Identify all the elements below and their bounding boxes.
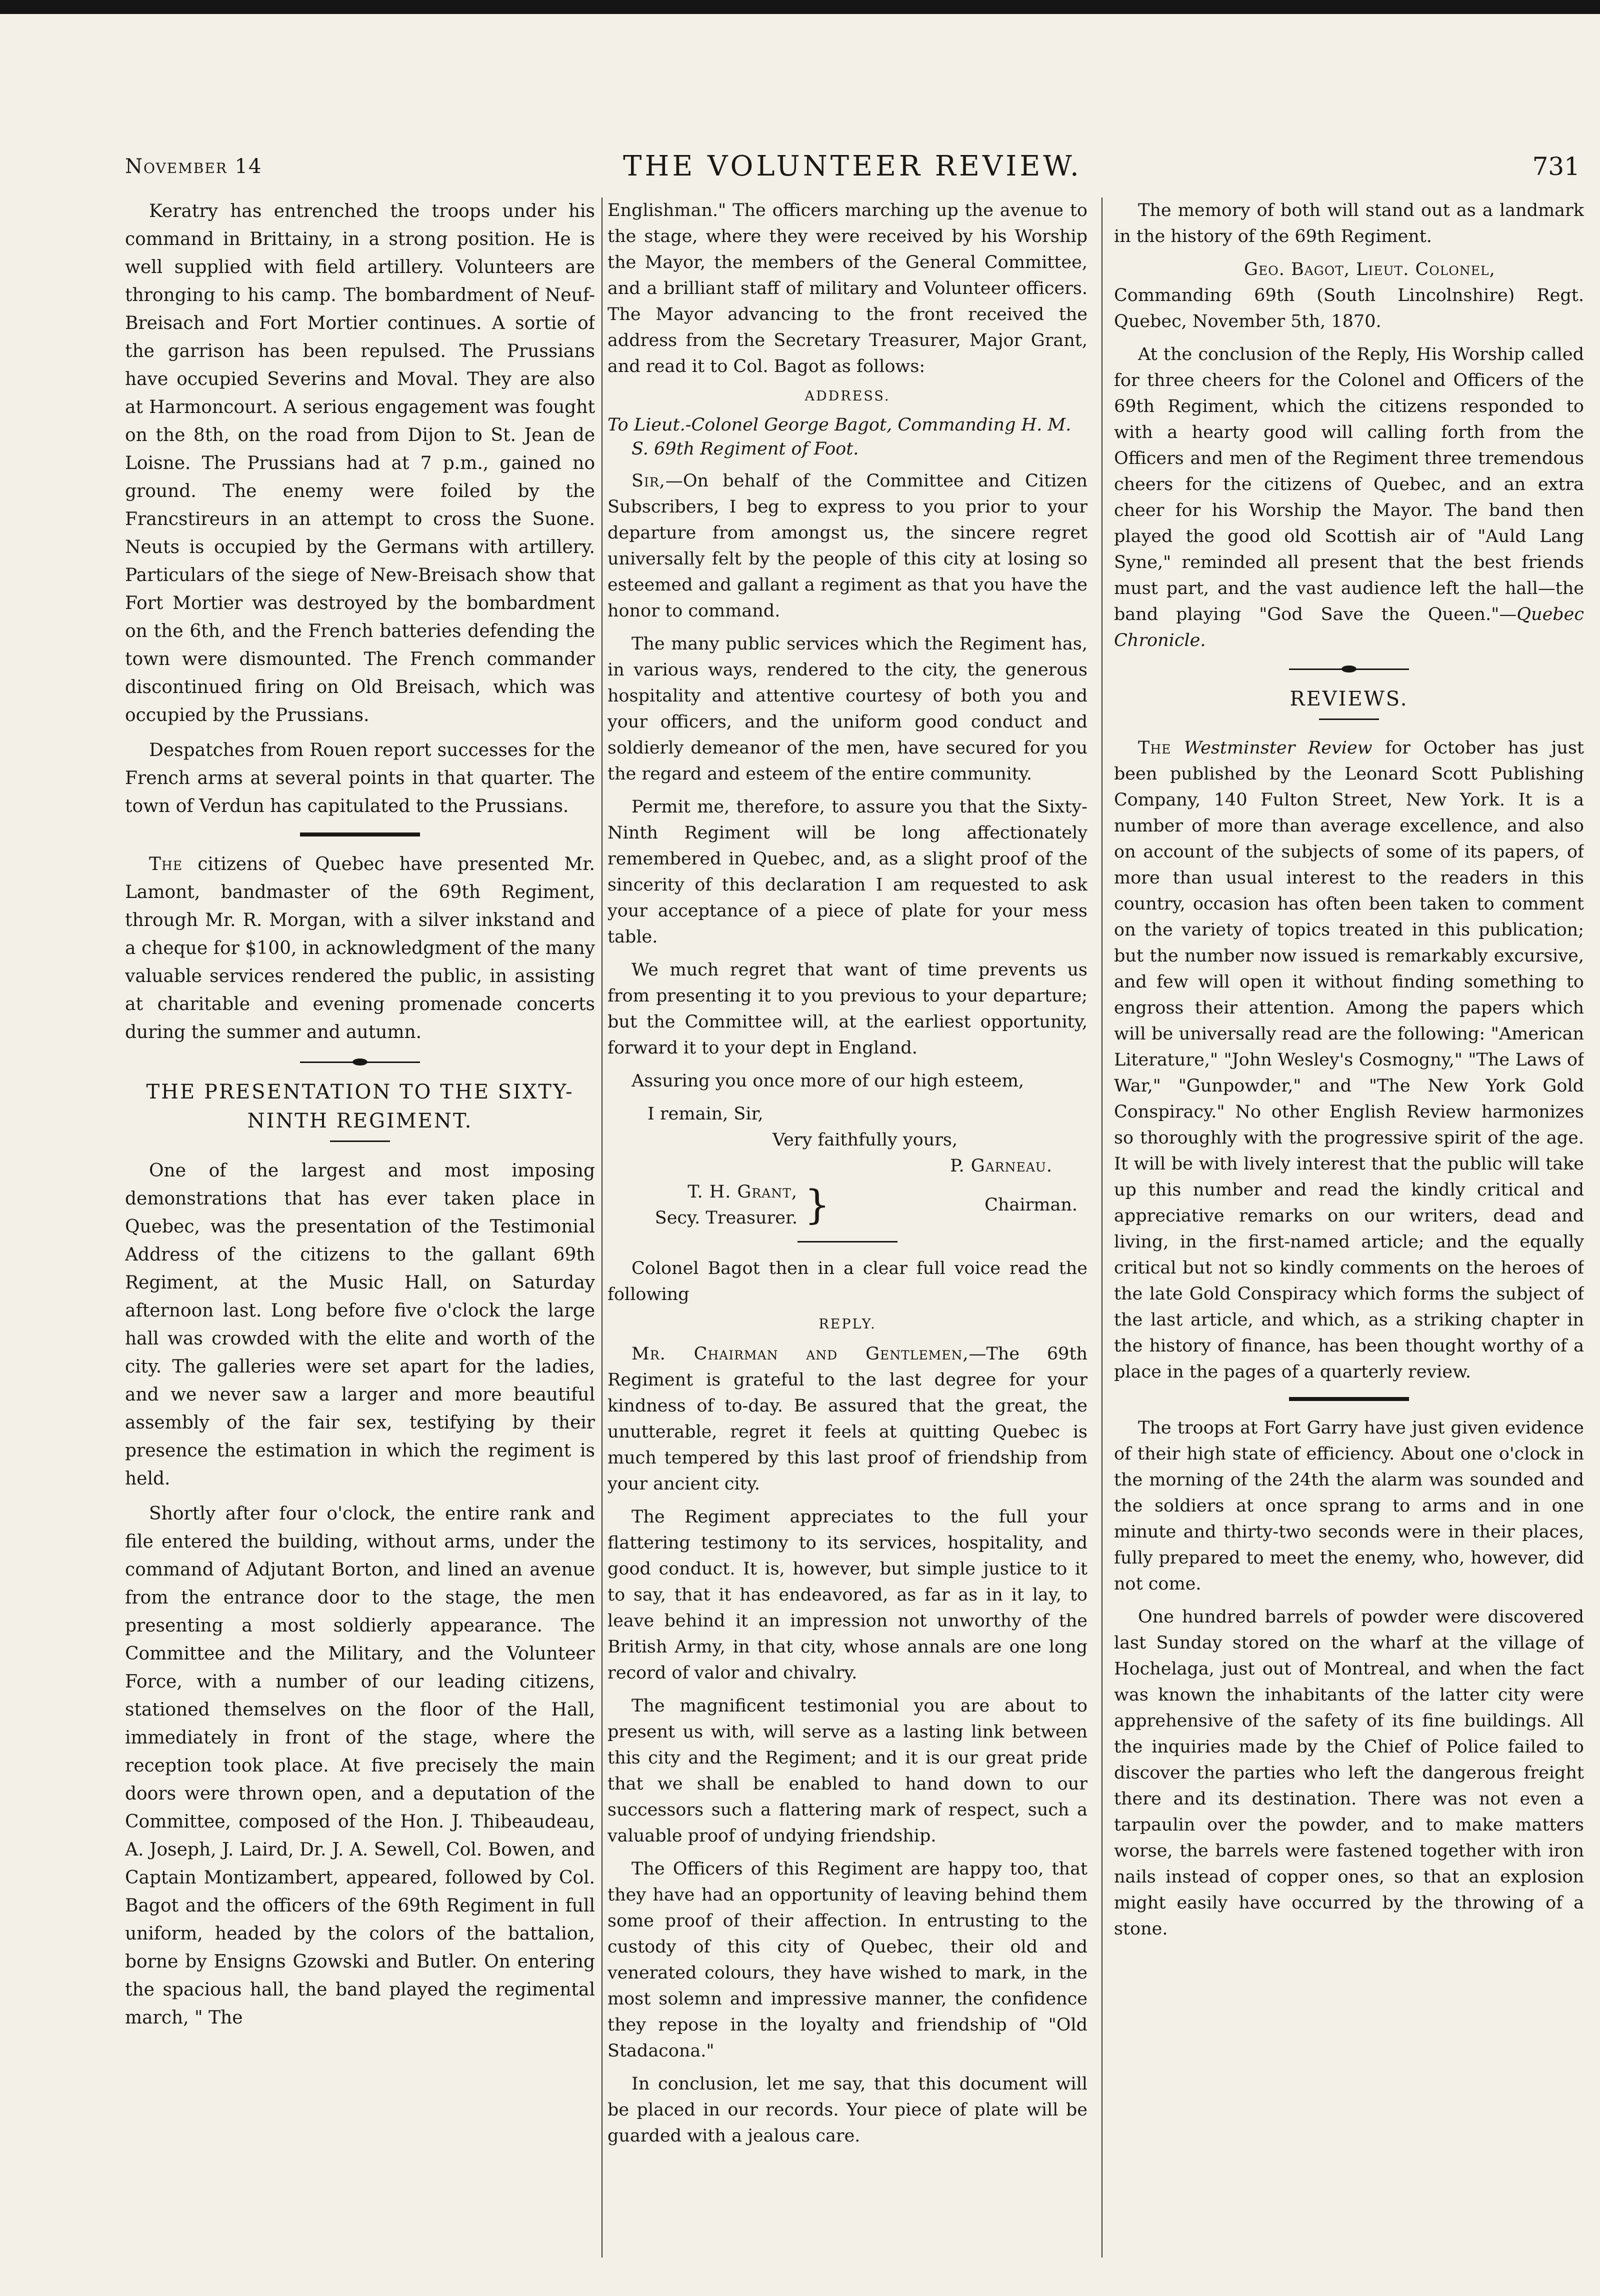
article-paragraph: Colonel Bagot then in a clear full voice read the following — [608, 1258, 1088, 1304]
title-rule — [1319, 718, 1379, 720]
secretary-title: Secy. Treasurer. — [654, 1208, 798, 1228]
address-paragraph: Assuring you once more of our high esteem, — [632, 1071, 1024, 1091]
ornamental-rule — [300, 1060, 420, 1064]
section-rule — [1289, 1397, 1409, 1401]
reply-paragraph: The Officers of this Regiment are happy too, that they have had an opportunity of leaving behind them some proof of their affection. In entrusting to the custody of this city of Quebec, their old and venerated colours, they have wished to mark, in the most solemn and impressive manner, the confidence they repose in the loyalty and friendship of "Old Stadacona." — [608, 1859, 1088, 2061]
column-middle — [608, 198, 1088, 2258]
review-paragraph: The Westminster Review for October has just been published by the Leonard Scott Publishing Company, 140 Fulton Street, New York. It is a number of more than average excellence, and also on account of the subjects of some of its papers, of more than usual interest to the readers in this country, occasion has often been taken to comment on the variety of topics treated in this publication; but the number now issued is remarkably excursive, and few will open it without finding something to engross their attention. Among the papers which will be universally read are the following: "American Literature," "John Wesley's Cosmogny," "The Laws of War," "Gunpowder," and "The New York Gold Conspiracy." No other English Review harmonizes so thoroughly with the progressive spirit of the age. It will be with lively interest that the public will take up this number and read the kindly critical and appreciative remarks on our writers, dead and living, in the first-named article; and the equally critical but not so kindly comments on the heroes of the late Gold Conspiracy which forms the subject of the last article, and which, as a striking chapter in the history of finance, has been thought worthy of a place in the pages of a quarterly review. — [1114, 738, 1584, 1382]
page-header — [125, 150, 1580, 190]
masthead-title: THE VOLUNTEER REVIEW. — [623, 150, 1082, 182]
address-paragraph: We much regret that want of time prevents us from presenting it to you previous to your departure; but the Committee will, at the earliest opportunity, forward it to your dept in England. — [608, 960, 1088, 1058]
salutation: Sir, — [632, 471, 666, 491]
article-title: THE PRESENTATION TO THE SIXTY-NINTH REGIMENT. — [146, 1080, 574, 1132]
lead-word: The — [1138, 738, 1172, 758]
article-paragraph: Shortly after four o'clock, the entire rank and file entered the building, without arms, under the command of Adjutant Borton, and lined an avenue from the entrance door to the stage, the men presenting a most soldierly appearance. The Committee and the Military, and the Volunteer Force, with a number of our leading citizens, stationed themselves on the floor of the Hall, immediately in front of the stage, where the reception took place. At five precisely the main doors were thrown open, and a deputation of the Committee, composed of the Hon. J. Thibeaudeau, A. Joseph, J. Laird, Dr. J. A. Sewell, Col. Bowen, and Captain Montizambert, appeared, followed by Col. Bagot and the officers of the 69th Regiment in full uniform, headed by the colors of the battalion, borne by Ensigns Gzowski and Butler. On entering the spacious hall, the band played the regimental march, " The — [125, 1504, 595, 2028]
war-news-paragraph: Despatches from Rouen report successes for the French arms at several points in that quarter. The town of Verdun has capitulated to the Prussians. — [125, 740, 595, 816]
title-rule — [330, 1140, 390, 1142]
column-left — [125, 198, 595, 2258]
address-signature: I remain, Sir, Very faithfully yours, P. Garneau. T. H. Grant, Secy. Treasurer. } Chairman. — [608, 1101, 1088, 1231]
reply-paragraph: The magnificent testimonial you are about to present us with, will serve as a lasting link between this city and the Regiment; and it is our great pride that we shall be enabled to hand down to our successors such a flattering mark of respect, such a valuable proof of undying friendship. — [608, 1696, 1088, 1846]
scan-top-edge — [0, 0, 1600, 14]
bandmaster-paragraph: The citizens of Quebec have presented Mr. Lamont, bandmaster of the 69th Regiment, through Mr. R. Morgan, with a silver inkstand and a cheque for $100, in acknowledgment of the many valuable services rendered the public, in assisting at charitable and evening promenade concerts during the summer and autumn. — [125, 854, 595, 1042]
signatory-name: P. Garneau. — [950, 1156, 1052, 1176]
article-paragraph: One of the largest and most imposing demonstrations that has ever taken place in Quebec, was the presentation of the Testimonial Address of the citizens to the gallant 69th Regiment, at the Music Hall, on Saturday afternoon last. Long before five o'clock the large hall was crowded with the elite and worth of the city. The galleries were set apart for the ladies, and we never saw a larger and more beautiful assembly of the fair sex, testifying by their presence the estimation in which the regiment is held. — [125, 1160, 595, 1489]
reply-heading: REPLY. — [818, 1316, 876, 1332]
reply-paragraph: In conclusion, let me say, that this document will be placed in our records. Your piece of plate will be guarded with a jealous care. — [608, 2074, 1088, 2146]
lead-word: The — [149, 854, 183, 874]
address-paragraph: The many public services which the Regiment has, in various ways, rendered to the city, the generous hospitality and attentive courtesy of both you and your officers, and the uniform good conduct and soldierly demeanor of the men, have secured for you the regard and esteem of the entire community. — [608, 634, 1088, 784]
chairman-title: Chairman. — [984, 1195, 1078, 1215]
source-credit: Quebec Chronicle. — [1114, 604, 1584, 650]
section-rule — [300, 832, 420, 836]
news-paragraph: The troops at Fort Garry have just given evidence of their high state of efficiency. About one o'clock in the morning of the 24th the alarm was sounded and the soldiers at once sprang to arms and in one minute and thirty-two seconds were in their places, fully prepared to meet the enemy, who, however, did not come. — [1114, 1418, 1584, 1594]
journal-name: Westminster Review — [1184, 738, 1372, 758]
address-paragraph: Sir,—On behalf of the Committee and Citizen Subscribers, I beg to express to you prior to your departure from amongst us, the sincere regret universally felt by the people of this city at losing so esteemed and gallant a regiment as that you have the honor to command. — [608, 471, 1088, 621]
secretary-name: T. H. Grant, — [688, 1182, 798, 1202]
reviews-title: REVIEWS. — [1290, 688, 1408, 710]
news-paragraph: One hundred barrels of powder were discovered last Sunday stored on the wharf at the village of Hochelaga, just out of Montreal, and when the fact was known the inhabitants of the latter city were apprehensive of the safety of its fine buildings. All the inquiries made by the Chief of Police failed to discover the parties who left the dangerous freight there and its destination. There was not even a tarpaulin over the powder, and to make matters worse, the barrels were fastened together with iron nails instead of copper ones, so that an explosion might easily have occurred by the throwing of a stone. — [1114, 1607, 1584, 1939]
page-number: 731 — [1532, 152, 1580, 181]
address-recipient: To Lieut.-Colonel George Bagot, Commanding H. M. S. 69th Regiment of Foot. — [608, 415, 1072, 459]
issue-date: November 14 — [125, 155, 262, 178]
reply-signature: Geo. Bagot, Lieut. Colonel, Commanding 69th (South Lincolnshire) Regt. Quebec, November 5th, 1870. — [1114, 260, 1584, 332]
article-paragraph: Englishman." The officers marching up the avenue to the stage, where they were received by his Worship the Mayor, the members of the General Committee, and a brilliant staff of military and Volunteer officers. The Mayor advancing to the front received the address from the Secretary Treasurer, Major Grant, and read it to Col. Bagot as follows: — [608, 200, 1088, 376]
reply-paragraph: The memory of both will stand out as a landmark in the history of the 69th Regiment. — [1114, 200, 1584, 246]
column-right — [1114, 198, 1584, 2258]
address-heading: ADDRESS. — [804, 388, 890, 404]
article-paragraph: At the conclusion of the Reply, His Worship called for three cheers for the Colonel and Officers of the 69th Regiment, which the citizens responded to with a hearty good will calling forth from the Officers and men of the Regiment three tremendous cheers for the citizens of Quebec, and an extra cheer for his Worship the Mayor. The band then played the good old Scottish air of "Auld Lang Syne," reminded all present that the best friends must part, and the vast audience left the hall—the band playing "God Save the Queen."—Quebec Chronicle. — [1114, 344, 1584, 650]
war-news-paragraph: Keratry has entrenched the troops under his command in Brittainy, in a strong position. He is well supplied with field artillery. Volunteers are thronging to his camp. The bombardment of Neuf-Breisach and Fort Mortier continues. A sortie of the garrison has been repulsed. The Prussians have occupied Severins and Moval. They are also at Harmoncourt. A serious engagement was fought on the 8th, on the road from Dijon to St. Jean de Loisne. The Prussians had at 7 p.m., gained no ground. The enemy were foiled by the Francstireurs in an attempt to cross the Suone. Neuts is occupied by the Germans with artillery. Particulars of the siege of New-Breisach show that Fort Mortier was destroyed by the bombardment on the 6th, and the French batteries defending the town were dismounted. The French commander discontinued firing on Old Breisach, which was occupied by the Prussians. — [125, 201, 595, 726]
reply-paragraph: The Regiment appreciates to the full your flattering testimony to its services, hospitality, and good conduct. It is, however, but simple justice to it to say, that it has endeavored, as far as in it lay, to leave behind it an impression not unworthy of the British Army, in that city, whose annals are one long record of valor and chivalry. — [608, 1507, 1088, 1683]
address-paragraph: Permit me, therefore, to assure you that the Sixty-Ninth Regiment will be long affectionately remembered in Quebec, and, as a slight proof of the sincerity of this declaration I am requested to ask your acceptance of a piece of plate for your mess table. — [608, 797, 1088, 947]
brace-glyph: } — [804, 1182, 830, 1228]
salutation: Mr. Chairman and Gentlemen, — [632, 1344, 969, 1364]
ornamental-rule — [1289, 666, 1409, 672]
reply-paragraph: Mr. Chairman and Gentlemen,—The 69th Regiment is grateful to the last degree for your kindness of to-day. Be assured that the great, the unutterable, regret it feels at quitting Quebec is much tempered by this last proof of friendship from your ancient city. — [608, 1344, 1088, 1494]
section-rule — [798, 1241, 898, 1242]
